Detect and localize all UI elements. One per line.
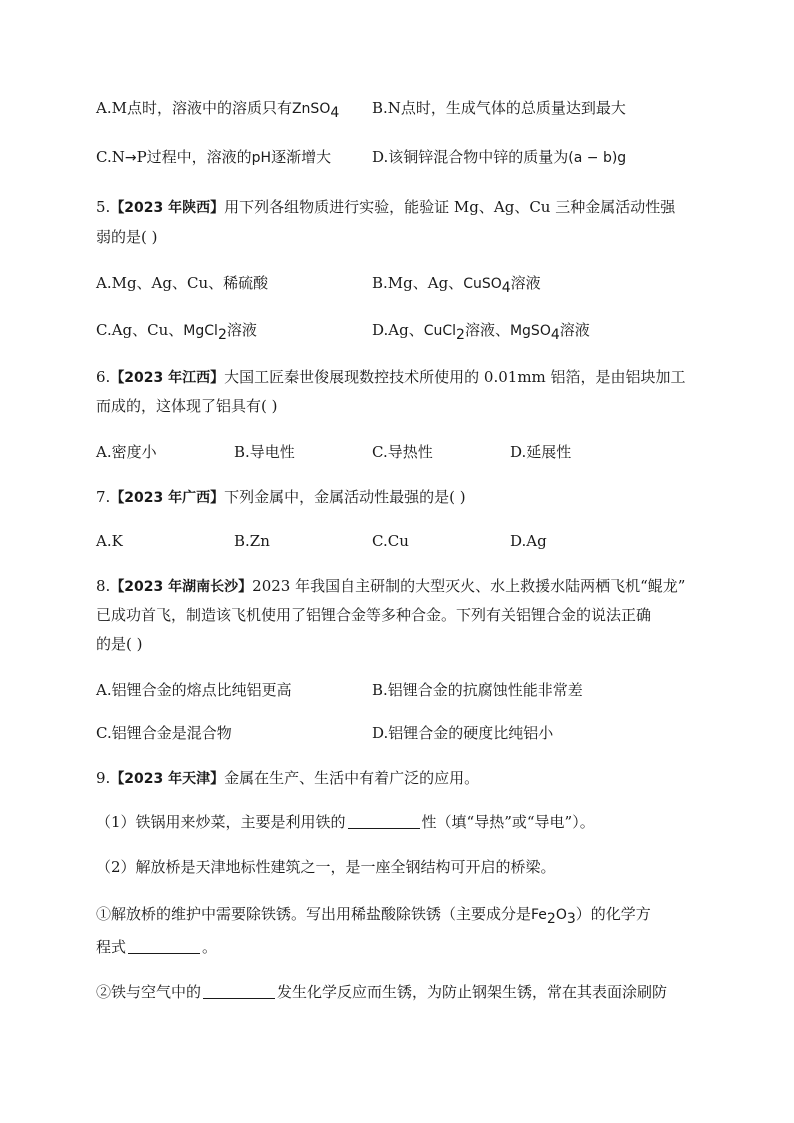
q9-part1: （1）铁锅用来炒菜，主要是利用铁的 性（填“导热”或“导电”）。	[96, 813, 595, 831]
q8-stem-line1: 8.【2023 年湖南长沙】2023 年我国自主研制的大型灭火、水上救援水陆两栖飞机“鲲龙”	[96, 577, 686, 595]
q7-option-a: A.K	[96, 532, 123, 550]
q6-option-b: B.导电性	[234, 443, 295, 461]
q7-option-c: C.Cu	[372, 532, 409, 550]
q5-option-b: B.Mg、Ag、CuSO$_4$溶液	[372, 274, 541, 296]
q8-stem-line3: 的是( )	[96, 635, 143, 653]
q6-option-d: D.延展性	[510, 443, 572, 461]
q8-option-d: D.铝锂合金的硬度比纯铝小	[372, 724, 554, 742]
q7-option-d: D.Ag	[510, 532, 547, 550]
q4-option-d: D.该铜锌混合物中锌的质量为(a − b)g	[372, 148, 627, 166]
q6-stem-line2: 而成的，这体现了铝具有( )	[96, 397, 278, 415]
q8-option-a: A.铝锂合金的熔点比纯铝更高	[96, 681, 292, 699]
q9-part2-sub1-line2: 程式 。	[96, 938, 218, 956]
q9-stem: 9.【2023 年天津】金属在生产、生活中有着广泛的应用。	[96, 769, 480, 787]
q4-option-b: B.N点时，生成气体的总质量达到最大	[372, 99, 626, 117]
q8-option-b: B.铝锂合金的抗腐蚀性能非常差	[372, 681, 583, 699]
q9-part2-sub1-line1: ①解放桥的维护中需要除铁锈。写出用稀盐酸除铁锈（主要成分是$Fe_2O_3$）的化学方	[96, 905, 651, 927]
q8-option-c: C.铝锂合金是混合物	[96, 724, 232, 742]
q5-option-c: C.Ag、Cu、MgCl$_2$溶液	[96, 321, 257, 343]
q5-stem-line1: 5.【2023 年陕西】用下列各组物质进行实验，能验证 Mg、Ag、Cu 三种金属活动性强	[96, 198, 676, 216]
answer-blank[interactable]	[128, 938, 200, 954]
answer-blank[interactable]	[348, 813, 420, 829]
q6-option-a: A.密度小	[96, 443, 157, 461]
q9-part2: （2）解放桥是天津地标性建筑之一，是一座全钢结构可开启的桥梁。	[96, 858, 556, 876]
q7-option-b: B.Zn	[234, 532, 270, 550]
q6-option-c: C.导热性	[372, 443, 433, 461]
q5-option-a: A.Mg、Ag、Cu、稀硫酸	[96, 274, 269, 292]
q8-stem-line2: 已成功首飞，制造该飞机使用了铝锂合金等多种合金。下列有关铝锂合金的说法正确	[96, 606, 652, 624]
q5-stem-line2: 弱的是( )	[96, 228, 158, 246]
q9-part2-sub2: ②铁与空气中的 发生化学反应而生锈，为防止钢架生锈，常在其表面涂刷防	[96, 983, 668, 1001]
answer-blank[interactable]	[203, 983, 275, 999]
q7-stem: 7.【2023 年广西】下列金属中，金属活动性最强的是( )	[96, 488, 466, 506]
q4-option-a: A.M点时，溶液中的溶质只有ZnSO$_4$	[96, 99, 340, 121]
q6-stem-line1: 6.【2023 年江西】大国工匠秦世俊展现数控技术所使用的 0.01mm 铝箔，是由铝块加工	[96, 368, 686, 386]
q5-option-d: D.Ag、CuCl$_2$溶液、MgSO$_4$溶液	[372, 321, 590, 343]
q4-option-c: C.N→P过程中，溶液的pH逐渐增大	[96, 148, 332, 166]
